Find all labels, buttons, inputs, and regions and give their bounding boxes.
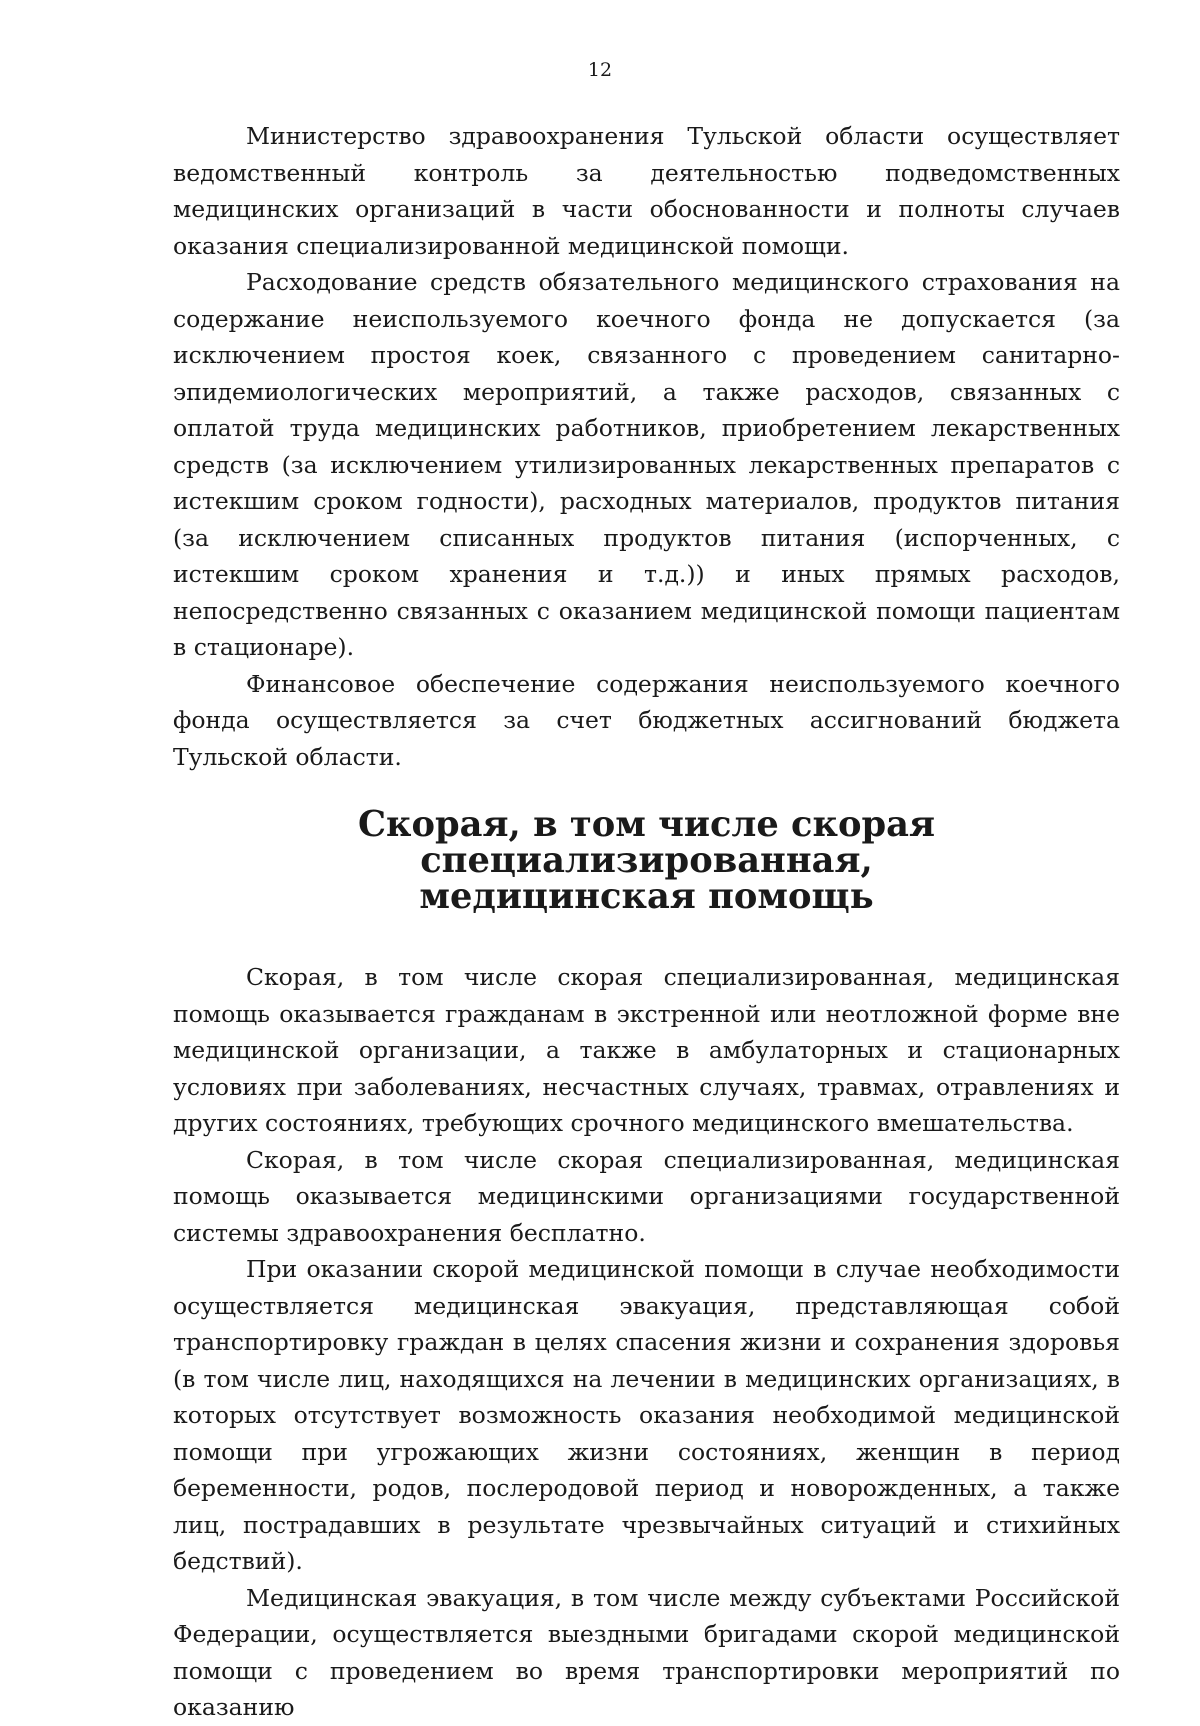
section-heading-line-1: Скорая, в том числе скорая специализированная, — [357, 804, 936, 881]
paragraph-emergency-care-definition: Скорая, в том числе скорая специализированная, медицинская помощь оказывается гражданам в экстренной или неотложной форме вне медицинской организации, а также в амбулаторных и стационарных условиях при заболеваниях, несчастных случаях, травмах, отравлениях и других состояниях, требующих срочного медицинского вмешательства. — [173, 963, 1120, 1137]
paragraph-emergency-care-free: Скорая, в том числе скорая специализированная, медицинская помощь оказывается медицинскими организациями государственной системы здравоохранения бесплатно. — [173, 1145, 1120, 1247]
page-number: 12 — [587, 59, 613, 81]
document-body — [173, 118, 1120, 1726]
paragraph-evacuation-brigades: Медицинская эвакуация, в том числе между субъектами Российской Федерации, осуществляется выездными бригадами скорой медицинской помощи с проведением во время транспортировки мероприятий по оказанию — [173, 1583, 1120, 1721]
section-heading-line-2: медицинская помощь — [419, 876, 874, 917]
paragraph-medical-evacuation: При оказании скорой медицинской помощи в случае необходимости осуществляется медицинская эвакуация, представляющая собой транспортировку граждан в целях спасения жизни и сохранения здоровья (в том числе лиц, находящихся на лечении в медицинских организациях, в которых отсутствует возможность оказания необходимой медицинской помощи при угрожающих жизни состояниях, женщин в период беременности, родов, послеродовой период и новорожденных, а также лиц, пострадавших в результате чрезвычайных ситуаций и стихийных бедствий). — [173, 1255, 1120, 1575]
paragraph-financing: Финансовое обеспечение содержания неиспользуемого коечного фонда осуществляется за счет бюджетных ассигнований бюджета Тульской области. — [173, 669, 1120, 771]
paragraph-oms-spending: Расходование средств обязательного медицинского страхования на содержание неиспользуемого коечного фонда не допускается (за исключением простоя коек, связанного с проведением санитарно-эпидемиологических мероприятий, а также расходов, связанных с оплатой труда медицинских работников, приобретением лекарственных средств (за исключением утилизированных лекарственных препаратов с истекшим сроком годности), расходных материалов, продуктов питания (за исключением списанных продуктов питания (испорченных, с истекшим сроком хранения и т.д.)) и иных прямых расходов, непосредственно связанных с оказанием медицинской помощи пациентам в стационаре). — [173, 268, 1120, 661]
section-heading — [173, 804, 1120, 917]
paragraph-ministry-control: Министерство здравоохранения Тульской области осуществляет ведомственный контроль за деятельностью подведомственных медицинских организаций в части обоснованности и полноты случаев оказания специализированной медицинской помощи. — [173, 122, 1120, 260]
